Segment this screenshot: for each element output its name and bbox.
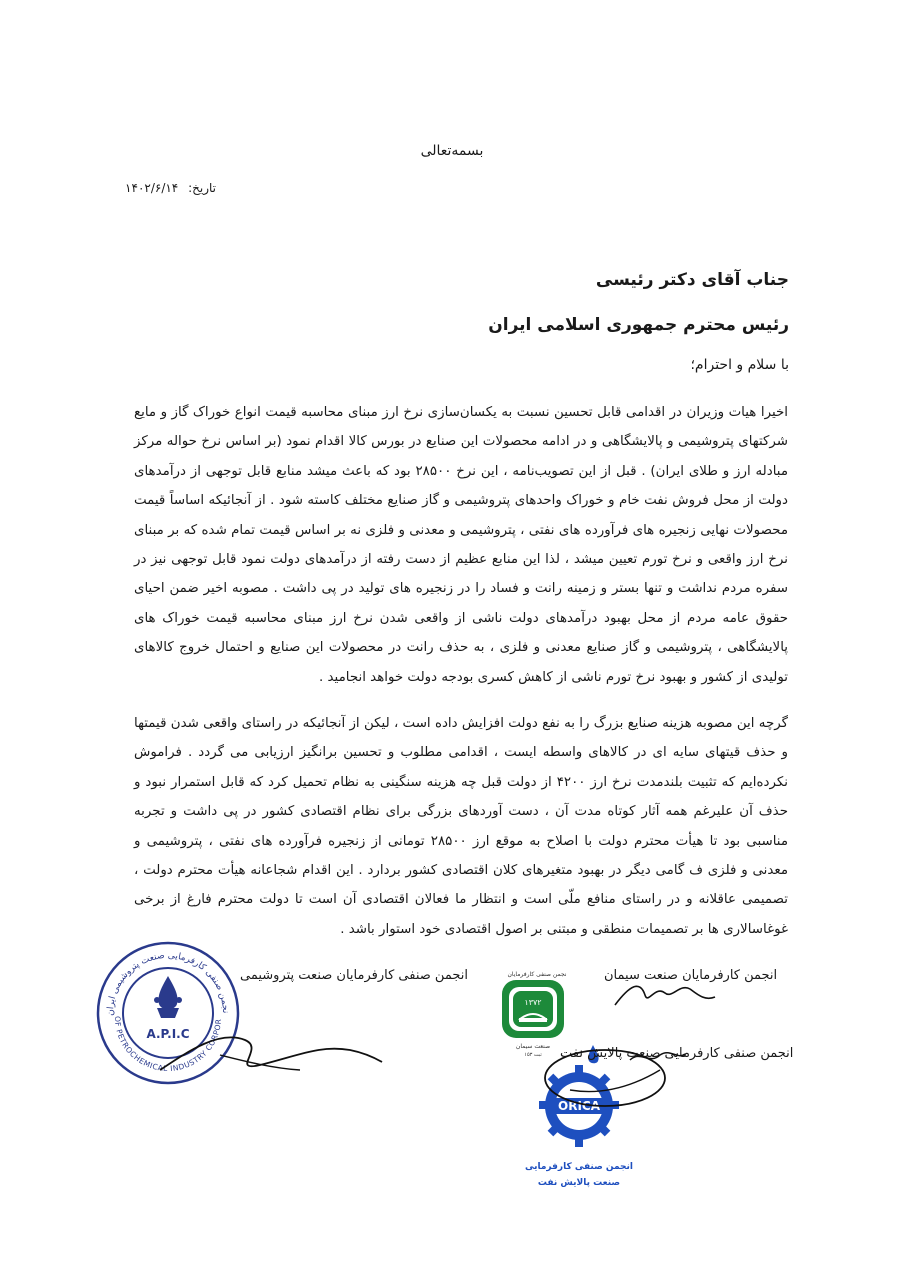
body-paragraph-2: گرچه این مصوبه هزینه صنایع بزرگ را به نفع دولت افزایش داده است ، لیکن از آنجائیکه در راستای واقعی شدن قیمتها و حذف قیتهای سایه ای در کالاهای واسطه ایست ، اقدامی مطلوب و تحسین برانگیز ارزیابی می گردد . فراموش نکرده‌ایم که تثبیت بلندمدت نرخ ارز ۴۲۰۰ از دولت قبل چه هزینه سنگینی به نظام تحمیل کرد که قابل استمرار نبود و حذف آن علیرغم همه آثار کوتاه مدت آن ، دست آوردهای بزرگی برای نظام اقتصادی کشور در پی داشت و تجربه مناسبی بود تا هیأت محترم دولت با اصلاح به موقع ارز ۲۸۵۰۰ تومانی از زنجیره فرآورده های نفتی ، پتروشیمی و معدنی و فلزی ف گامی دیگر در بهبود متغیرهای کلان اقتصادی کشور بردارد . این اقدام شجاعانه هیأت محترم دولت ، تصمیمی عاقلانه و در راستای منافع ملّی است و انتظار ما فعالان اقتصادی آن است تا دولت محترم فارغ از برخی غوغاسالاری ها بر تصمیمات منطقی و مبتنی بر اصول اقتصادی خود استوار باشد . (134, 716, 788, 937)
signatory-refinery: انجمن صنفی کارفرمایی صنعت پالایش نفت (560, 1046, 794, 1061)
apic-ring-fa: نجمن صنفی کارفرمایی صنعت پتروشیمی ایران (105, 950, 231, 1016)
signatory-cement: انجمن کارفرمایان صنعت سیمان (604, 968, 778, 983)
recipient-title: رئیس محترم جمهوری اسلامی ایران (488, 315, 789, 335)
apic-stamp-graphic (93, 938, 243, 1088)
cement-top-text: نجمن صنفی کارفرمایان (507, 971, 567, 978)
recipient-name: جناب آقای دکتر رئیسی (595, 270, 789, 290)
body-paragraph-1: اخیرا هیات وزیران در اقدامی قابل تحسین نسبت به یکسان‌سازی نرخ ارز مبنای محاسبه قیمت انواع خوراک گاز و مایع شرکتهای پتروشیمی و پالایشگاهی و در ادامه محصولات این صنایع در بورس کالا اقدام نمود (بر اساس نرخ حواله مرکز مبادله ارز و طلای ایران) . قبل از این تصویب‌نامه ، این نرخ ۲۸۵۰۰ بود که باعث میشد منابع قابل توجهی از درآمدهای دولت از محل فروش نفت خام و خوراک واحدهای پتروشیمی و گاز صنایع مختلف کاسته شود . از آنجائیکه اساساً قیمت محصولات نهایی زنجیره های فرآورده های نفتی ، پتروشیمی و معدنی و فلزی نه بر اساس قیمت تمام شده که بر مبنای نرخ ارز واقعی و نرخ تورم تعیین میشد ، لذا این منابع عظیم از دست رفته از درآمدهای دولت نمود قابل توجهی نیز در سفره مردم نداشت و تنها بستر و زمینه رانت و فساد را در زنجیره های تولید در پی داشت . مصوبه اخیر ضمن احیای حقوق عامه مردم از محل بهبود درآمدهای دولت ناشی از واقعی شدن نرخ ارز مبنای محاسبه قیمت خوراک های پالایشگاهی ، پتروشیمی و گاز صنایع معدنی و فلزی ، به حذف رانت در محصولات این صنایع و احتمال خروج کالاهای تولیدی از کشور و بهبود نرخ تورم ناشی از کاهش کسری بودجه دولت خواهد انجامید . (134, 405, 788, 685)
orica-line1: انجمن صنفی کارفرمایی (524, 1162, 634, 1172)
cement-reg: ثبت ۱۵۳ (524, 1052, 542, 1058)
date-line (125, 181, 216, 195)
signatory-petrochem: انجمن صنفی کارفرمایان صنعت پتروشیمی (240, 968, 468, 983)
date-label: تاریخ: (188, 181, 216, 195)
basmala-heading: بسمه‌تعالی (420, 143, 484, 159)
apic-ring-en: OF PETROCHEMICAL INDUSTRY CORPOR (112, 1015, 224, 1074)
orica-abbr: ORICA (558, 1099, 600, 1113)
cement-bottom-text: صنعت سیمان (515, 1043, 551, 1050)
greeting: با سلام و احترام؛ (690, 357, 789, 373)
cement-year: ۱۳۷۲ (524, 998, 542, 1007)
date-value: ۱۴۰۲/۶/۱۴ (125, 181, 179, 195)
apic-stamp (93, 938, 243, 1092)
apic-abbr: A.P.I.C (146, 1027, 190, 1041)
orica-line2: صنعت پالایش نفت (537, 1178, 621, 1188)
